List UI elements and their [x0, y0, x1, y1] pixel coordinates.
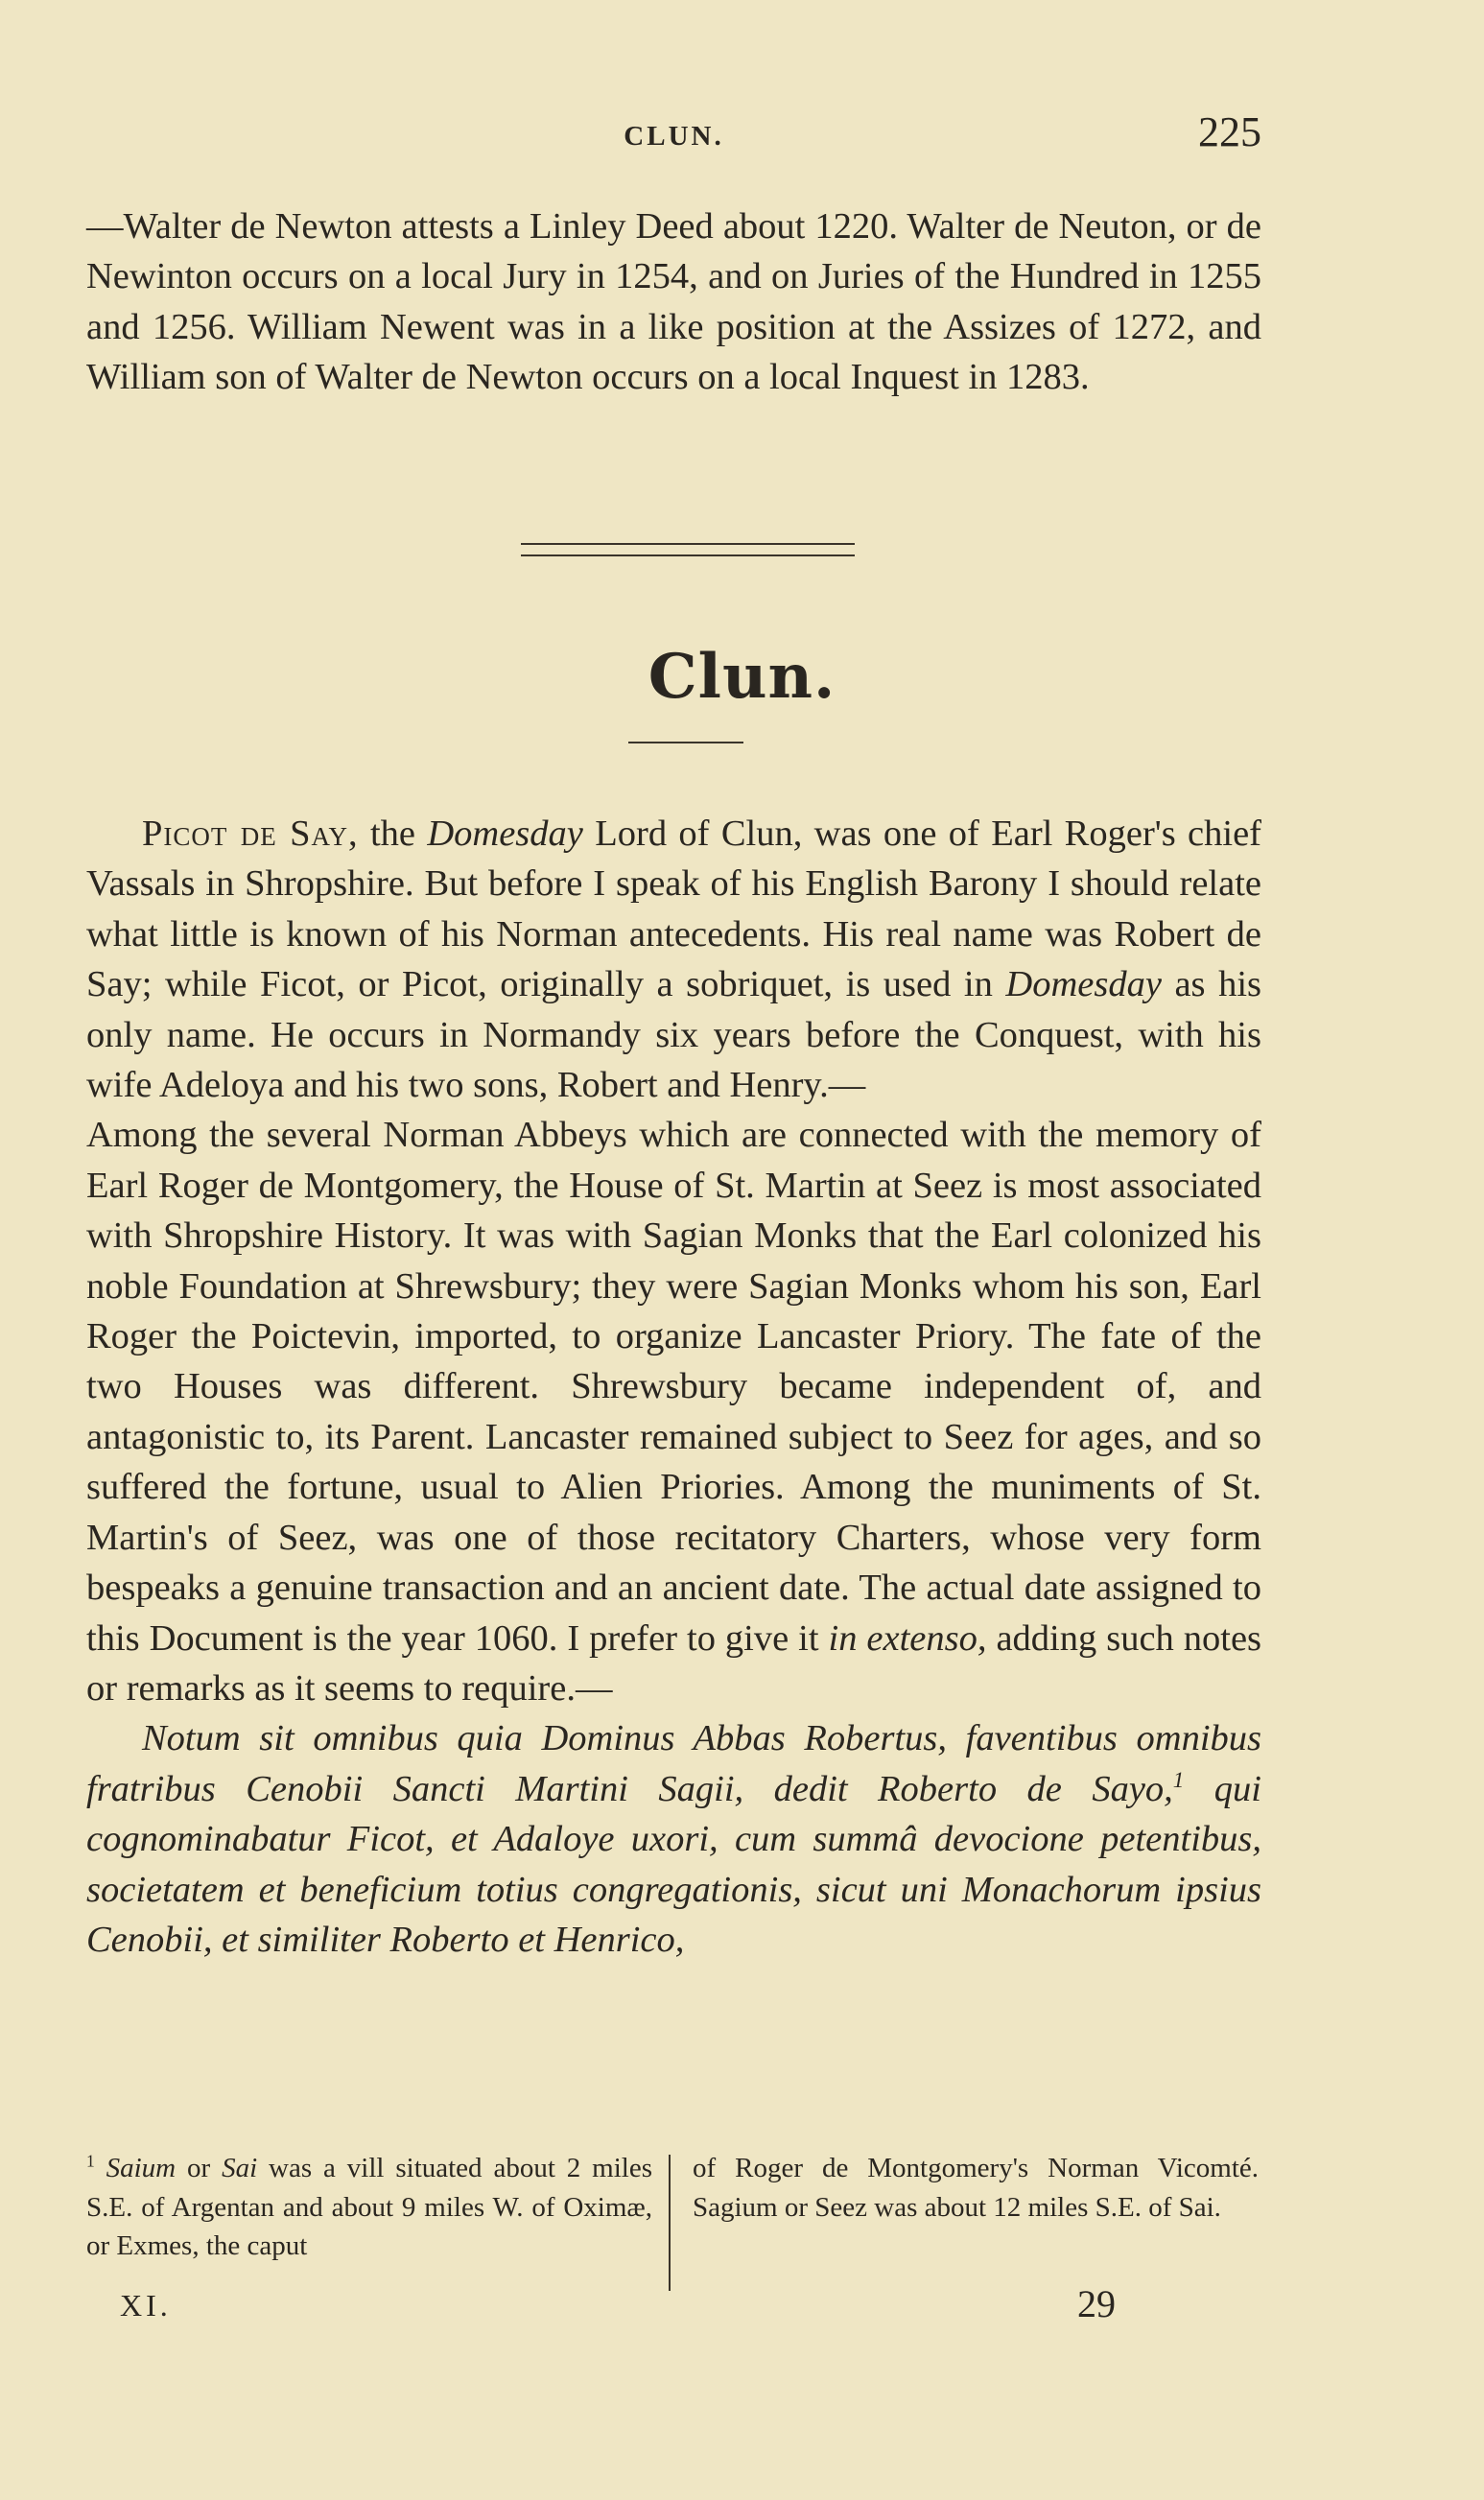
short-rule-divider [628, 742, 743, 743]
domesday-italic-1: Domesday [427, 814, 583, 854]
domesday-italic-2: Domesday [1005, 964, 1162, 1005]
paragraph-2 [86, 1110, 1261, 1713]
sheet-number: 29 [1077, 2282, 1116, 2325]
in-extenso-italic: in extenso, [828, 1617, 987, 1659]
section-title: Clun. [648, 641, 836, 713]
footnote-sai: Sai [222, 2153, 258, 2183]
footnote-left-column [86, 2149, 652, 2266]
footnote-or: or [176, 2153, 223, 2183]
footnotes [86, 2149, 1261, 2291]
paragraph-3-latin [86, 1713, 1261, 1965]
intro-paragraph-block [86, 201, 1261, 403]
paragraph-1-text-b: Lord of Clun, was one of Earl Roger's chief Vassals in Shropshire. But before I speak of his English Barony I should relate what little is known of his Norman antecedents. His real name was Robert de Say; while Ficot, or Picot, originally a sobriquet, is used in [86, 814, 1261, 1005]
page-number: 225 [1198, 108, 1261, 155]
double-rule-divider [521, 543, 855, 556]
footnote-column-divider [669, 2155, 671, 2291]
footnote-left-text: was a vill situated about 2 miles S.E. of Argentan and about 9 miles W. of Oximæ, or Exmes, the caput [86, 2153, 652, 2261]
paragraph-1 [86, 809, 1261, 1110]
footnote-saium: Saium [106, 2153, 177, 2183]
running-head: CLUN. [624, 121, 724, 152]
paragraph-2-text-b: adding such notes or remarks as it seems to require.— [86, 1617, 1262, 1709]
picot-de-say-name: Picot de Say, [142, 814, 359, 854]
paragraph-3-text-a: Notum sit omnibus quia Dominus Abbas Robertus, faventibus omnibus fratribus Cenobii Sancti Martini Sagii, dedit Roberto de Sayo, [86, 1718, 1261, 1809]
page-header [86, 107, 1261, 165]
paragraph-3-text-b: qui cognominabatur Ficot, et Adaloye uxori, cum summâ devocione petentibus, societatem et beneficium totius congregationis, sicut uni Monachorum ipsius Cenobii, et similiter Roberto et Henrico, [86, 1768, 1261, 1960]
footnote-right-column: of Roger de Montgomery's Norman Vicomté. Sagium or Seez was about 12 miles S.E. of Sai. [693, 2153, 1259, 2223]
intro-paragraph: —Walter de Newton attests a Linley Deed about 1220. Walter de Neuton, or de Newinton occurs on a local Jury in 1254, and on Juries of the Hundred in 1255 and 1256. William Newent was in a like position at the Assizes of 1272, and William son of Walter de Newton occurs on a local Inquest in 1283. [86, 206, 1261, 398]
footnote-mark: 1 [86, 2151, 95, 2171]
main-text [86, 809, 1261, 1965]
signature-mark: XI. [120, 2288, 172, 2323]
paragraph-2-text-a: Among the several Norman Abbeys which are connected with the memory of Earl Roger de Montgomery, the House of St. Martin at Seez is most associated with Shropshire History. It was with Sagian Monks that the Earl colonized his noble Foundation at Shrewsbury; they were Sagian Monks whom his son, Earl Roger the Poictevin, imported, to organize Lancaster Priory. The fate of the two Houses was different. Shrewsbury became independent of, and antagonistic to, its Parent. Lancaster remained subject to Seez for ages, and so suffered the fortune, usual to Alien Priories. Among the muniments of St. Martin's of Seez, was one of those recitatory Charters, whose very form bespeaks a genuine transaction and an ancient date. The actual date assigned to this Document is the year 1060. I prefer to give it [86, 1115, 1261, 1659]
paragraph-1-text-c: as his only name. He occurs in Normandy six years before the Conquest, with his wife Adeloya and his two sons, Robert and Henry.— [86, 964, 1261, 1106]
footnote-reference[interactable]: 1 [1172, 1766, 1185, 1792]
paragraph-1-text-a: the [358, 814, 428, 854]
